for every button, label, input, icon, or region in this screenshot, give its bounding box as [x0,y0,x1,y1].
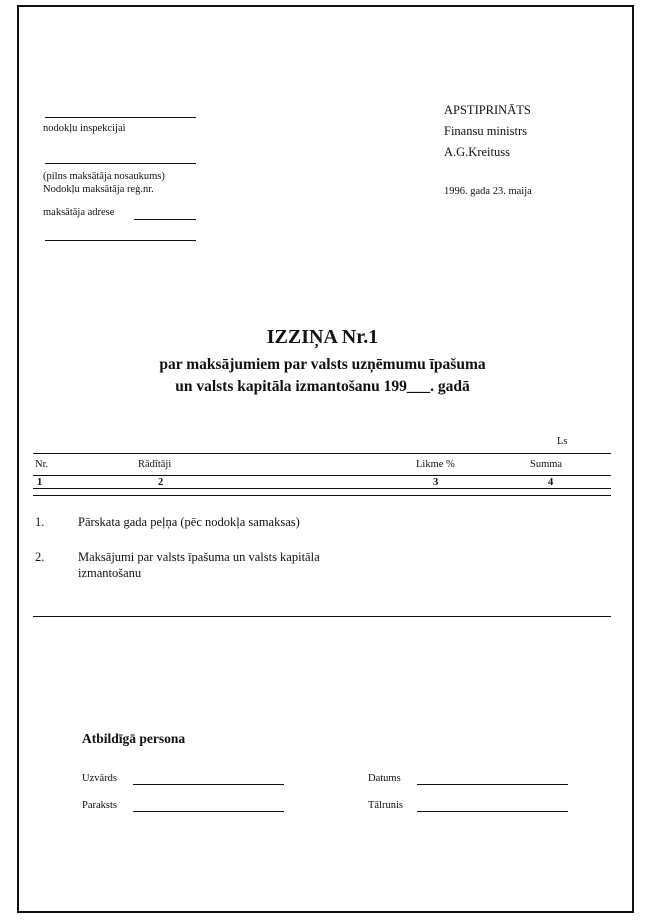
approval-role: Finansu ministrs [444,124,527,138]
phone-label: Tālrunis [368,800,403,811]
approval-heading: APSTIPRINĀTS [444,103,531,117]
currency-label: Ls [557,436,568,447]
col-number-3: 3 [433,477,439,488]
approval-date: 1996. gada 23. maija [444,186,532,197]
payer-address-label: maksātāja adrese [43,207,115,218]
row-1-number: 1. [35,515,45,529]
col-number-2: 2 [158,477,164,488]
payer-reg-label: Nodokļu maksātāja reģ.nr. [43,184,154,195]
col-number-1: 1 [37,477,43,488]
document-subtitle-line2: un valsts kapitāla izmantošanu 199___. gadā [175,378,470,395]
payer-name-label: (pilns maksātāja nosaukums) [43,171,165,182]
payer-name-line [45,163,196,164]
signature-field-line [133,811,284,812]
row-1-text: Pārskata gada peļņa (pēc nodokļa samaksas) [78,515,300,529]
document-title: IZZIŅA Nr.1 [266,326,379,348]
responsible-person-heading: Atbildīgā persona [82,731,186,746]
header-sum: Summa [530,459,563,470]
approval-name: A.G.Kreituss [444,145,510,159]
signature-label: Paraksts [82,800,117,811]
table-top-line [33,453,611,454]
header-bottom-line [33,475,611,476]
phone-field-line [417,811,568,812]
col-number-4: 4 [548,477,554,488]
surname-label: Uzvārds [82,773,117,784]
table-bottom-line [33,616,611,617]
numbering-line-1 [33,488,611,489]
document-subtitle-line1: par maksājumiem par valsts uzņēmumu īpašuma [159,356,486,373]
row-2-number: 2. [35,550,45,564]
tax-inspection-label: nodokļu inspekcijai [43,123,126,134]
payer-address-line [134,219,196,220]
row-2-text-line2: izmantošanu [78,566,142,580]
numbering-line-2 [33,495,611,496]
header-indicators: Rādītāji [138,459,172,470]
header-nr: Nr. [35,459,49,470]
tax-inspection-line [45,117,196,118]
row-2-text-line1: Maksājumi par valsts īpašuma un valsts kapitāla [78,550,320,564]
header-rate: Likme % [416,459,455,470]
extra-blank-line [45,240,196,241]
surname-field-line [133,784,284,785]
date-field-line [417,784,568,785]
date-label: Datums [368,773,401,784]
